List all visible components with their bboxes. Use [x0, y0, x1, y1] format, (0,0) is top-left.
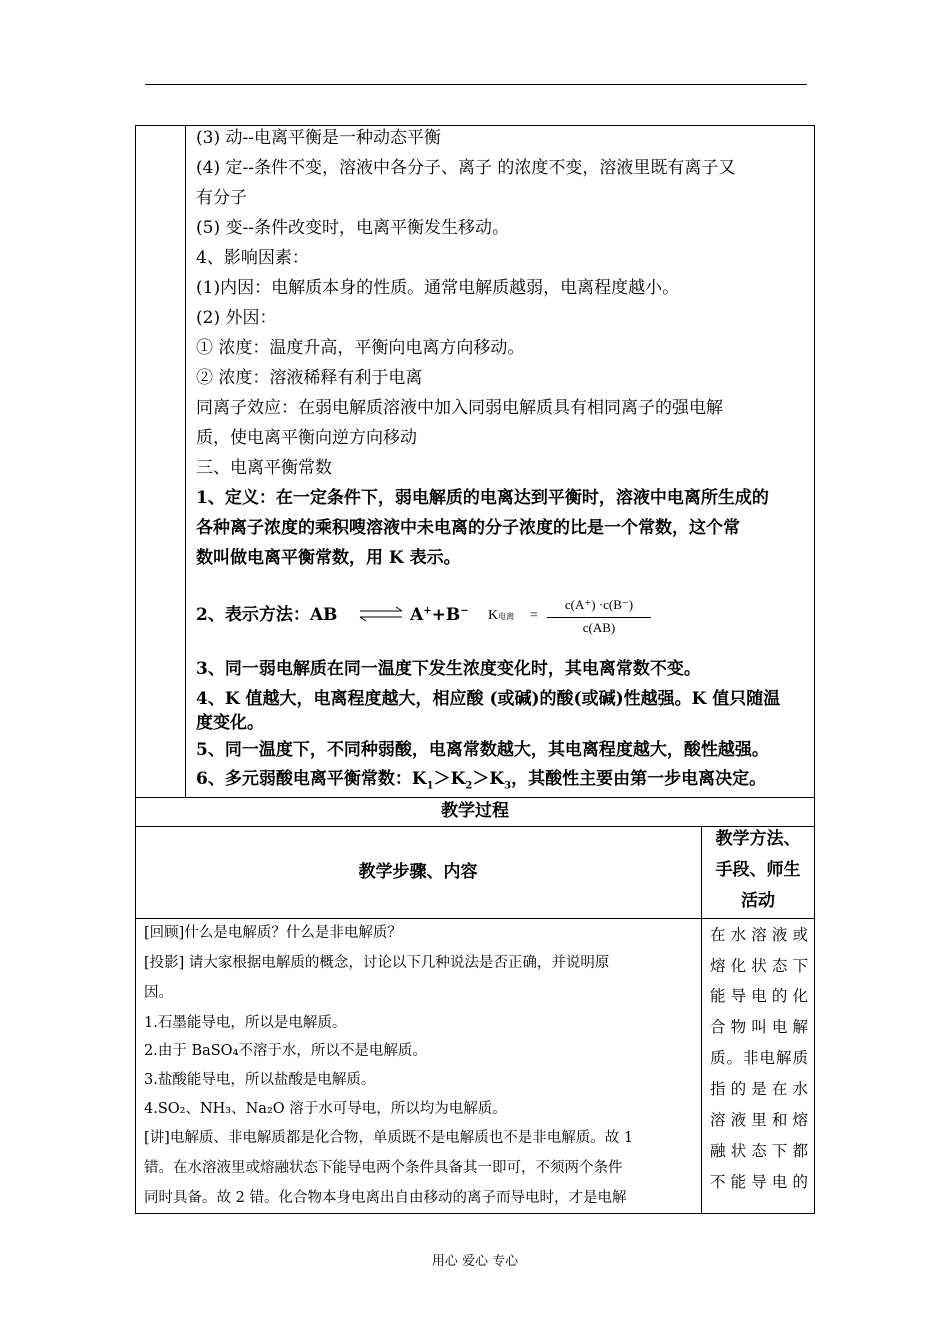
- review-line: [回顾]什么是电解质？什么是非电解质？: [144, 925, 402, 941]
- text-line-last: 6、多元弱酸电离平衡常数：$K_1>K_2>K_3$，其酸性主要由第一步电离决定。: [196, 769, 767, 792]
- formula-label: 2、表示方法：AB: [196, 605, 338, 625]
- k-symbol: K电离: [488, 608, 515, 623]
- text-line: 质，使电离平衡向逆方向移动: [196, 428, 417, 448]
- text-line: (4) 定--条件不变，溶液中各分子、离子 的浓度不变，溶液里既有离子又: [196, 158, 736, 178]
- text-line: ① 浓度：温度升高，平衡向电离方向移动。: [196, 338, 525, 358]
- text-line: 度变化。: [196, 713, 264, 733]
- text-line: 3、同一弱电解质在同一温度下发生浓度变化时，其电离常数不变。: [196, 659, 701, 679]
- text-line: 数叫做电离平衡常数，用 K 表示。: [196, 548, 461, 568]
- text-line: 因。: [144, 985, 173, 1001]
- section-heading: 三、电离平衡常数: [196, 458, 332, 478]
- lecture-line: [讲]电解质、非电解质都是化合物，单质既不是电解质也不是非电解质。故 1: [144, 1130, 634, 1146]
- list-item: 2.由于 BaSO₄不溶于水，所以不是电解质。: [144, 1043, 427, 1059]
- formula-products: A++B−: [410, 605, 469, 625]
- fraction-numerator: c(A⁺) ·c(B⁻): [564, 597, 634, 612]
- text-line: 同离子效应：在弱电解质溶液中加入同弱电解质具有相同离子的强电解: [196, 398, 723, 418]
- steps-header: 教学步骤、内容: [358, 862, 478, 882]
- row-divider-upper: [135, 797, 815, 798]
- equals-sign: =: [530, 608, 538, 623]
- page-footer: 用心 爱心 专心: [431, 1254, 519, 1269]
- text-line: (1)内因：电解质本身的性质。通常电解质越弱，电离程度越小。: [196, 278, 680, 298]
- text-line: 有分子: [196, 188, 247, 208]
- text-line: 4、影响因素：: [196, 248, 309, 268]
- text-line: (3) 动--电离平衡是一种动态平衡: [196, 128, 441, 148]
- process-title: 教学过程: [441, 801, 509, 821]
- text-line: 同时具备。故 2 错。化合物本身电离出自由移动的离子而导电时，才是电解: [144, 1190, 627, 1206]
- list-item: 3.盐酸能导电，所以盐酸是电解质。: [144, 1072, 376, 1088]
- fraction-bar: [547, 617, 651, 618]
- text-line: ② 浓度：溶液稀释有利于电离: [196, 368, 423, 388]
- row-divider-title: [135, 826, 815, 827]
- left-margin-column-line: [185, 125, 186, 797]
- text-line: (2) 外因：: [196, 308, 277, 328]
- methods-column-line: [701, 826, 702, 1214]
- fraction-denominator: c(AB): [582, 620, 616, 635]
- text-line: 5、同一温度下，不同种弱酸，电离常数越大，其电离程度越大，酸性越强。: [196, 740, 769, 760]
- text-line: 4、K 值越大，电离程度越大，相应酸 (或碱)的酸(或碱)性越强。K 值只随温: [196, 689, 781, 709]
- text-line: (5) 变--条件改变时，电离平衡发生移动。: [196, 218, 509, 238]
- projection-line: [投影] 请大家根据电解质的概念，讨论以下几种说法是否正确，并说明原: [144, 955, 610, 971]
- list-item: 4.SO₂、NH₃、Na₂O 溶于水可导电，所以均为电解质。: [144, 1101, 507, 1117]
- equilibrium-arrow-icon: [358, 605, 404, 623]
- row-divider-headers: [135, 918, 815, 919]
- header-rule: [145, 84, 807, 85]
- text-line: 1、定义：在一定条件下，弱电解质的电离达到平衡时，溶液中电离所生成的: [196, 488, 769, 508]
- list-item: 1.石墨能导电，所以是电解质。: [144, 1015, 347, 1031]
- text-line: 各种离子浓度的乘积嗖溶液中未电离的分子浓度的比是一个常数，这个常: [196, 518, 740, 538]
- text-line: 错。在水溶液里或熔融状态下能导电两个条件具备其一即可，不须两个条件: [144, 1160, 623, 1176]
